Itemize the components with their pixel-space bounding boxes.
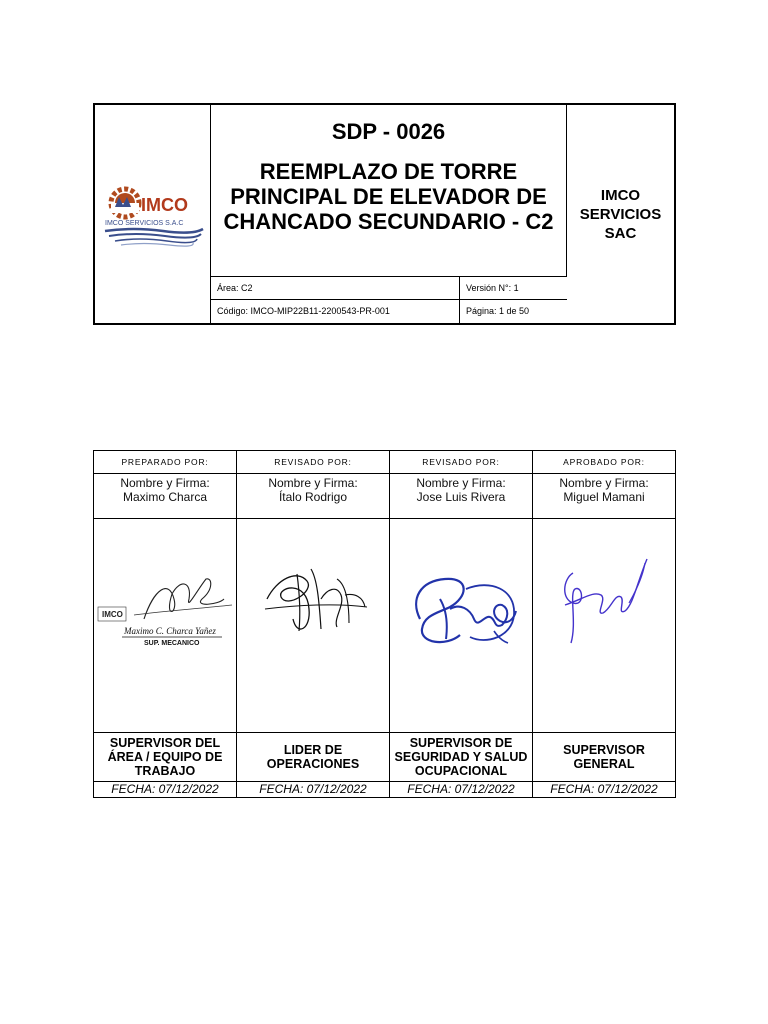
signature-date: FECHA: 07/12/2022 (259, 782, 367, 796)
approval-column-reviewed-1 (237, 451, 390, 797)
company-name: IMCO SERVICIOS SAC (579, 186, 662, 242)
approval-column-approved (533, 451, 675, 797)
svg-text:IMCO: IMCO (102, 610, 123, 619)
signer-name: Nombre y Firma: Maximo Charca (94, 474, 236, 519)
signer-role: SUPERVISOR DE SEGURIDAD Y SALUD OCUPACIONAL (390, 733, 532, 782)
approval-table (93, 450, 676, 798)
signer-role: SUPERVISOR GENERAL (533, 733, 675, 782)
area-field: Área: C2 (211, 277, 460, 299)
svg-text:IMCO: IMCO (141, 195, 188, 215)
document-code: SDP - 0026 (331, 119, 446, 144)
svg-text:SUP. MECANICO: SUP. MECANICO (144, 640, 200, 647)
column-header: APROBADO POR: (533, 451, 675, 474)
meta-row-area (211, 277, 567, 300)
signature-cell (533, 519, 675, 733)
logo-cell (95, 105, 211, 323)
signer-name: Nombre y Firma: Jose Luis Rivera (390, 474, 532, 519)
svg-text:IMCO SERVICIOS S.A.C: IMCO SERVICIOS S.A.C (105, 220, 184, 227)
codigo-field: Código: IMCO-MIP22B11-2200543-PR-001 (211, 300, 460, 323)
signer-role: SUPERVISOR DEL ÁREA / EQUIPO DE TRABAJO (94, 733, 236, 782)
signature-date: FECHA: 07/12/2022 (550, 782, 658, 796)
signature-stamp-icon (94, 519, 236, 732)
column-header: REVISADO POR: (390, 451, 532, 474)
signature-icon (390, 519, 532, 732)
version-field: Versión N°: 1 (466, 283, 519, 293)
signature-cell (237, 519, 389, 733)
page-field: Página: 1 de 50 (466, 306, 530, 316)
gear-icon (111, 189, 139, 217)
signer-role: LIDER DE OPERACIONES (237, 733, 389, 782)
signature-cell (94, 519, 236, 733)
signature-cell (390, 519, 532, 733)
title-cell (211, 105, 567, 277)
meta-row-code (211, 300, 567, 323)
signer-name: Nombre y Firma: Miguel Mamani (533, 474, 675, 519)
signature-icon (533, 519, 674, 732)
signature-date: FECHA: 07/12/2022 (111, 782, 219, 796)
svg-text:Maximo C. Charca Yañez: Maximo C. Charca Yañez (124, 626, 216, 636)
company-logo-icon (103, 185, 207, 249)
signature-icon (237, 519, 389, 732)
approval-column-prepared (94, 451, 237, 797)
column-header: REVISADO POR: (237, 451, 389, 474)
signer-name: Nombre y Firma: Ítalo Rodrigo (237, 474, 389, 519)
document-header (93, 103, 676, 325)
column-header: PREPARADO POR: (94, 451, 236, 474)
document-title: REEMPLAZO DE TORRE PRINCIPAL DE ELEVADOR DE CHANCADO SECUNDARIO - C2 (223, 159, 554, 234)
signature-date: FECHA: 07/12/2022 (407, 782, 515, 796)
approval-column-reviewed-2 (390, 451, 533, 797)
